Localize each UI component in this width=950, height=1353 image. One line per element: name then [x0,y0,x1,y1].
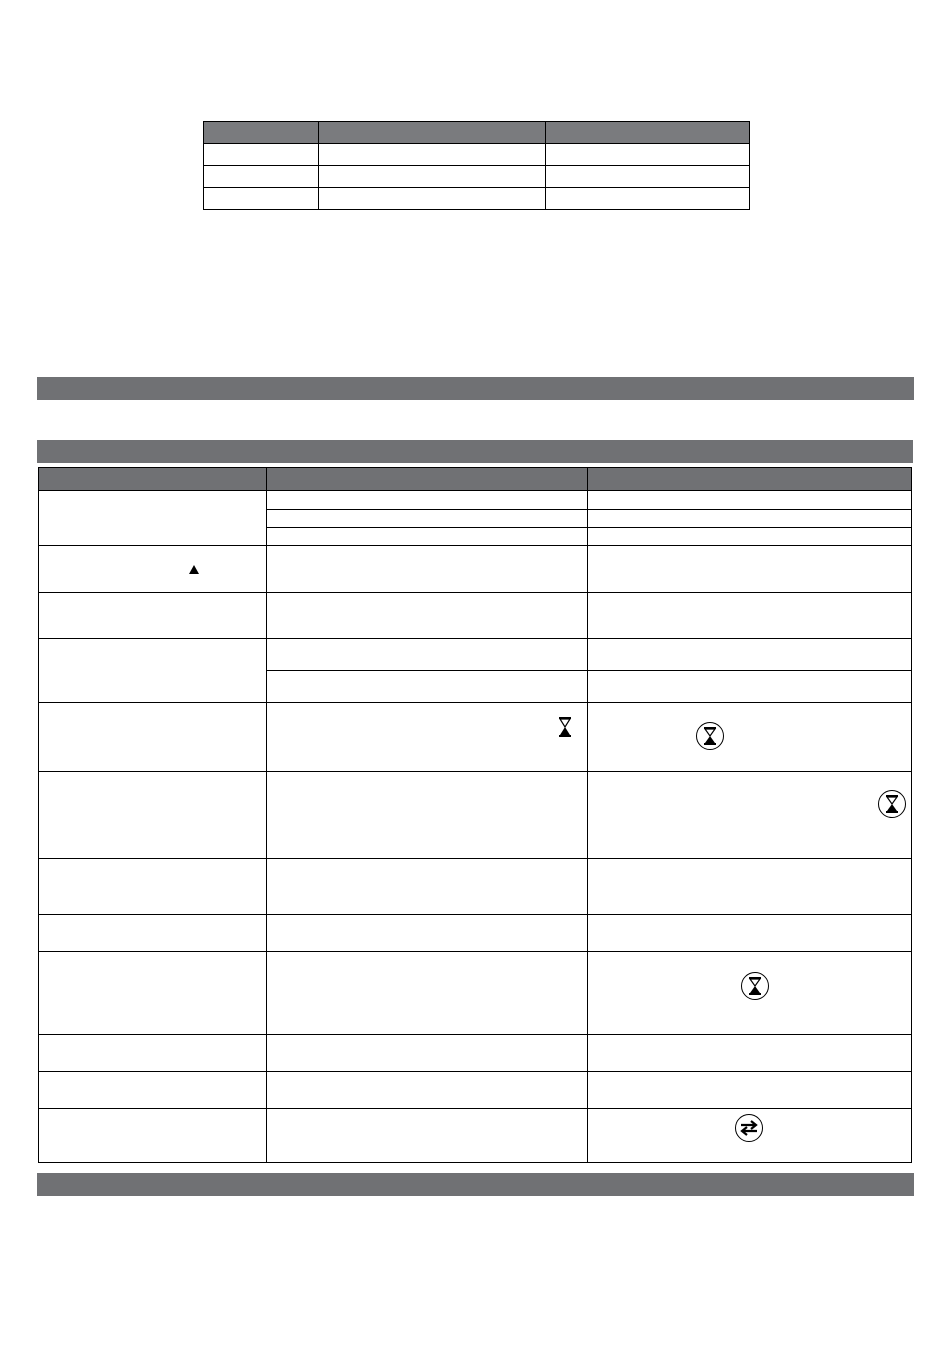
table-row [39,491,912,510]
table-cell [39,772,267,859]
table-row [39,952,912,1035]
top-table-header-cell [546,122,750,144]
hourglass-icon [556,716,574,738]
top-table [203,121,750,210]
table-cell [588,703,912,772]
table-row [204,144,750,166]
table-cell [39,491,267,546]
swap-arrows-icon [735,1114,763,1142]
table-header-row [39,468,912,491]
table-cell [267,546,588,593]
table-cell [267,703,588,772]
table-header-cell [588,468,912,491]
table-row [39,593,912,639]
table-row [204,188,750,210]
table-cell [267,1072,588,1109]
section-header-bar [37,1173,914,1196]
top-table-header-cell [204,122,319,144]
table-cell [319,166,546,188]
hourglass-circle-icon [696,722,724,750]
table-cell [267,671,588,703]
table-cell [267,915,588,952]
table-cell [588,1072,912,1109]
table-cell [546,166,750,188]
table-cell [588,772,912,859]
table-cell [39,1109,267,1163]
up-triangle-icon [189,565,199,574]
table-cell [588,546,912,593]
table-cell [39,1035,267,1072]
table-cell [267,1035,588,1072]
table-cell [546,188,750,210]
table-cell [588,593,912,639]
table-cell [267,491,588,510]
table-cell [267,1109,588,1163]
table-cell [267,952,588,1035]
table-cell [39,859,267,915]
table-row [39,639,912,671]
table-cell [588,491,912,510]
table-cell [588,1035,912,1072]
table-cell [204,144,319,166]
table-cell [267,510,588,528]
table-cell [588,952,912,1035]
table-row [39,703,912,772]
table-row [39,772,912,859]
table-cell [588,915,912,952]
top-table-header [204,122,750,144]
table-cell [267,593,588,639]
table-cell [319,144,546,166]
table-cell [39,639,267,703]
table-cell [204,188,319,210]
table-cell [588,639,912,671]
table-cell [267,639,588,671]
table-cell [319,188,546,210]
table-cell [39,703,267,772]
table-cell [267,859,588,915]
table-cell [546,144,750,166]
table-row [204,166,750,188]
table-cell [588,1109,912,1163]
table-cell [204,166,319,188]
table-cell [39,1072,267,1109]
table-row [39,859,912,915]
table-row [39,546,912,593]
table-header-cell [39,468,267,491]
table-cell [588,671,912,703]
table-cell [267,772,588,859]
table-cell [39,915,267,952]
hourglass-circle-icon [878,790,906,818]
table-cell [267,528,588,546]
table-cell [39,593,267,639]
section-header-bar [37,377,914,400]
table-cell [588,859,912,915]
section-header-bar [37,440,913,463]
table-row [39,915,912,952]
table-row [39,1109,912,1163]
table-cell [39,546,267,593]
troubleshooting-table [38,467,912,1163]
table-row [39,1035,912,1072]
table-cell [39,952,267,1035]
table-row [39,1072,912,1109]
hourglass-circle-icon [741,972,769,1000]
top-table-header-cell [319,122,546,144]
table-cell [588,528,912,546]
table-cell [588,510,912,528]
table-header-cell [267,468,588,491]
